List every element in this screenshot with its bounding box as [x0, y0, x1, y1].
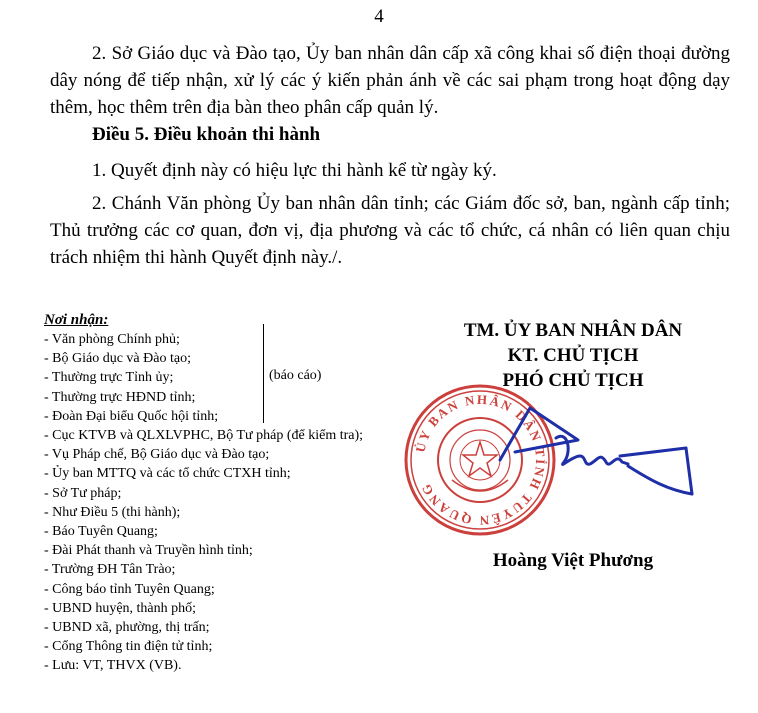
seal-text: ỦY BAN NHÂN DÂN TỈNH TUYÊN QUANG	[412, 391, 549, 529]
recipients-bracket	[263, 324, 264, 423]
recipient-item: - Bộ Giáo dục và Đào tạo;	[44, 351, 191, 367]
paragraph-effective: 1. Quyết định này có hiệu lực thi hành kể từ ngày ký.	[92, 160, 497, 181]
recipient-item: - Lưu: VT, THVX (VB).	[44, 658, 182, 674]
recipient-item: - Báo Tuyên Quang;	[44, 524, 158, 540]
page-number: 4	[374, 6, 384, 27]
recipients-title: Nơi nhận:	[44, 312, 109, 328]
signer-name: Hoàng Việt Phương	[492, 550, 654, 571]
recipient-item: - Thường trực Tỉnh ủy;	[44, 370, 174, 386]
paragraph-implementation: 2. Chánh Văn phòng Ủy ban nhân dân tỉnh; các Giám đốc sở, ban, ngành cấp tỉnh; Thủ trưởng các cơ quan, đơn vị, địa phương và các tổ chức, cá nhân có liên quan chịu trách nhiệm thi hành Quyết định này./.	[50, 193, 730, 268]
recipients-list	[44, 311, 363, 676]
recipient-item: - Ủy ban MTTQ và các tổ chức CTXH tỉnh;	[44, 466, 291, 482]
article-5-heading: Điều 5. Điều khoản thi hành	[92, 124, 321, 145]
recipient-item: - Đoàn Đại biểu Quốc hội tỉnh;	[44, 408, 219, 424]
bracket-note: (báo cáo)	[269, 368, 322, 383]
sig-title-2: KT. CHỦ TỊCH	[507, 345, 639, 366]
recipient-item: - Đài Phát thanh và Truyền hình tỉnh;	[44, 543, 253, 559]
recipient-item: - Thường trực HĐND tỉnh;	[44, 389, 196, 405]
recipient-item: - Sở Tư pháp;	[44, 485, 122, 501]
recipient-item: - Cục KTVB và QLXLVPHC, Bộ Tư pháp (để kiểm tra);	[44, 428, 364, 444]
recipient-item: - Cổng Thông tin điện tử tỉnh;	[44, 639, 213, 655]
recipient-item: - Vụ Pháp chế, Bộ Giáo dục và Đào tạo;	[44, 447, 270, 463]
recipient-item: - Văn phòng Chính phủ;	[44, 332, 180, 347]
recipient-item: - Như Điều 5 (thi hành);	[44, 504, 181, 520]
recipient-item: - UBND xã, phường, thị trấn;	[44, 620, 210, 636]
paragraph-hotline: 2. Sở Giáo dục và Đào tạo, Ủy ban nhân dân cấp xã công khai số điện thoại đường dây nóng để tiếp nhận, xử lý các ý kiến phản ánh về các sai phạm trong hoạt động dạy thêm, học thêm trên địa bàn theo phân cấp quản lý.	[50, 43, 730, 118]
recipient-item: - Công báo tỉnh Tuyên Quang;	[44, 581, 215, 597]
sig-title-3: PHÓ CHỦ TỊCH	[502, 370, 644, 391]
sig-title-1: TM. ỦY BAN NHÂN DÂN	[463, 320, 683, 341]
handwritten-signature-icon	[460, 390, 700, 510]
recipient-item: - UBND huyện, thành phố;	[44, 600, 197, 616]
recipient-item: - Trường ĐH Tân Trào;	[44, 562, 176, 578]
